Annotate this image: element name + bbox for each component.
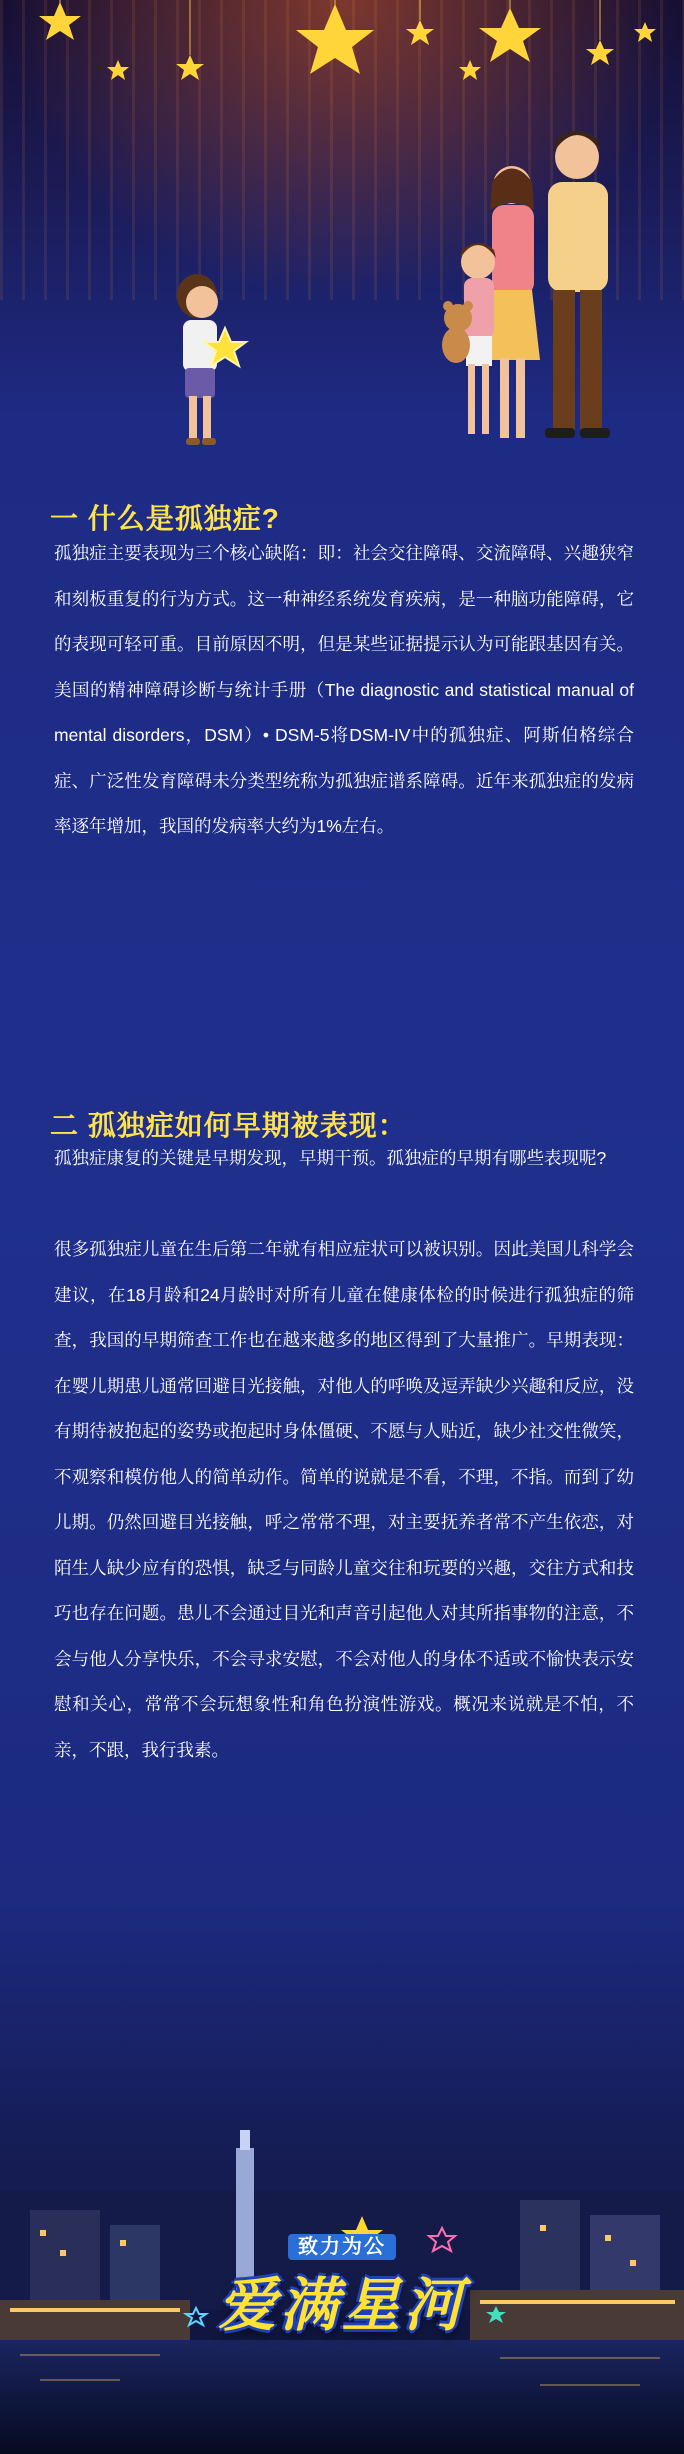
- star-icon: [296, 4, 374, 74]
- section-2-body-paragraph: 很多孤独症儿童在生后第二年就有相应症状可以被识别。因此美国儿科学会建议，在18月龄和24月龄时对所有儿童在健康体检的时候进行孤独症的筛查，我国的早期筛查工作也在越来越多的地区得到了大量推广。早期表现：在婴儿期患儿通常回避目光接触，对他人的呼唤及逗弄缺少兴趣和反应，没有期待被抱起的姿势或抱起时身体僵硬、不愿与人贴近，缺少社交性微笑，不观察和模仿他人的简单动作。简单的说就是不看，不理，不指。而到了幼儿期。仍然回避目光接触，呼之常常不理，对主要抚养者常不产生依恋，对陌生人缺少应有的恐惧，缺乏与同龄儿童交往和玩要的兴趣，交往方式和技巧也存在问题。患儿不会通过目光和声音引起他人对其所指事物的注意，不会与他人分享快乐，不会寻求安慰，不会对他人的身体不适或不愉快表示安慰和关心，常常不会玩想象性和角色扮演性游戏。概况来说就是不怕，不亲，不跟，我行我素。: [54, 1239, 634, 1760]
- hero-illustration: [0, 0, 684, 470]
- star-icon: [39, 2, 81, 40]
- hanging-stars: [39, 0, 656, 80]
- family-illustration: [442, 131, 610, 438]
- star-icon: [586, 40, 614, 65]
- star-icon: [406, 20, 434, 45]
- section-2-intro-paragraph: 孤独症康复的关键是早期发现，早期干预。孤独症的早期有哪些表现呢?: [54, 1148, 607, 1168]
- star-icon: [459, 60, 481, 80]
- section-1-paragraph: 孤独症主要表现为三个核心缺陷：即：社会交往障碍、交流障碍、兴趣狭窄和刻板重复的行为方式。这一种神经系统发育疾病，是一种脑功能障碍，它的表现可轻可重。目前原因不明，但是某些证据提示认为可能跟基因有关。美国的精神障碍诊断与统计手册（The diagnostic and statistical manual of mental disorders，DSM）• DSM-5将DSM-IV中的孤独症、阿斯伯格综合症、广泛性发育障碍未分类型统称为孤独症谱系障碍。近年来孤独症的发病率逐年增加，我国的发病率大约为1%左右。: [54, 543, 634, 836]
- child-with-star-illustration: [177, 274, 246, 445]
- logo-tagline: [0, 2230, 684, 2259]
- logo-tagline-text: 致力为公: [288, 2234, 396, 2260]
- star-icon: [634, 22, 656, 42]
- star-icon: [479, 8, 541, 62]
- section-1-heading: 一 什么是孤独症?: [50, 503, 280, 534]
- star-icon: [107, 60, 129, 80]
- section-2-heading: 二 孤独症如何早期被表现：: [50, 1110, 407, 1141]
- logo-name: 爱满星河: [217, 2273, 466, 2338]
- star-icon: [176, 55, 204, 80]
